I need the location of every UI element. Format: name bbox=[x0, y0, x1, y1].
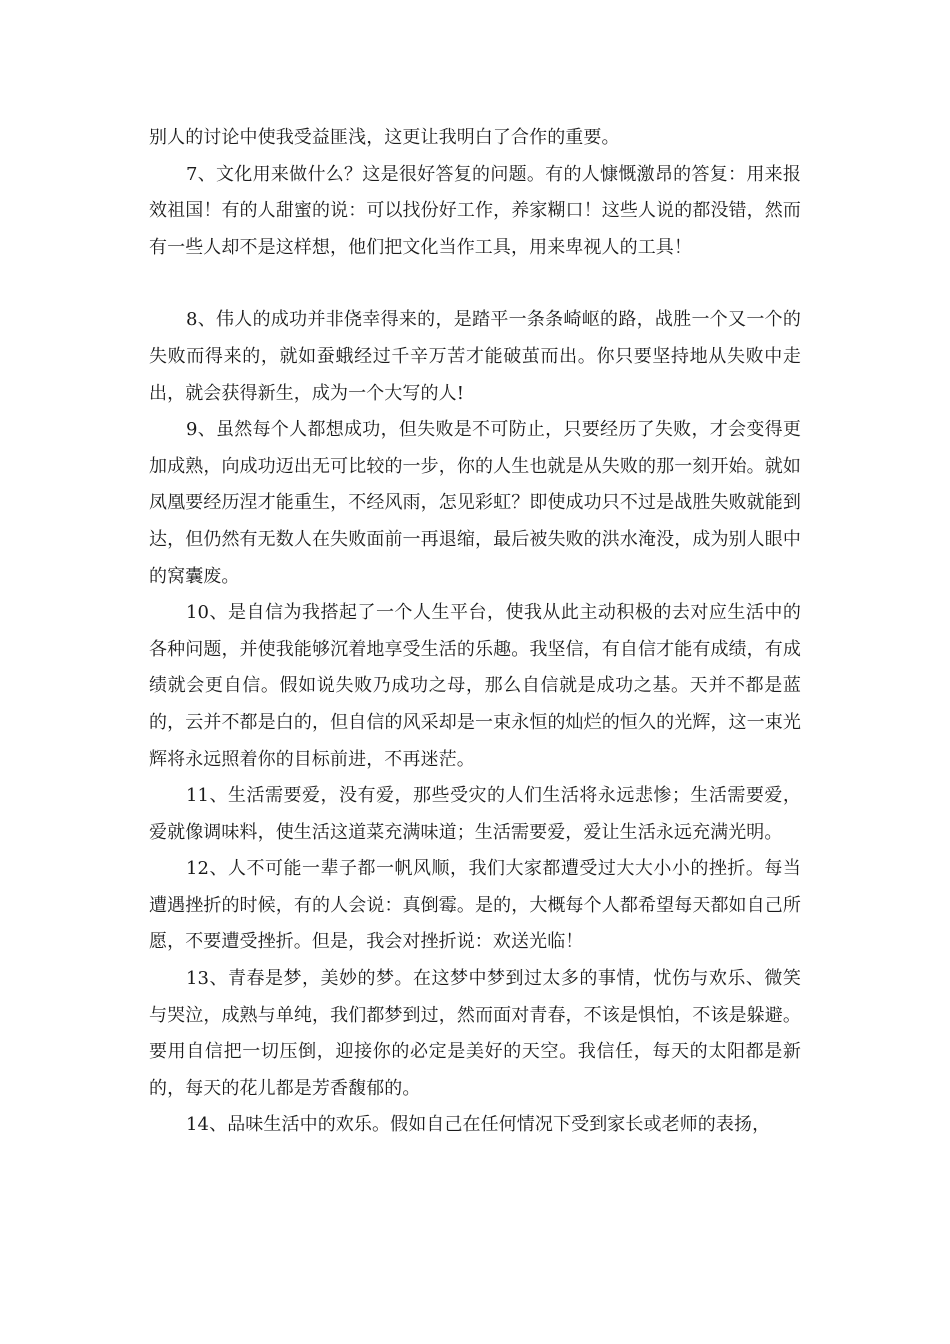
paragraph-continuation: 别人的讨论中使我受益匪浅，这更让我明白了合作的重要。 bbox=[149, 127, 620, 148]
paragraph-14: 14、品味生活中的欢乐。假如自己在任何情况下受到家长或老师的表扬， bbox=[186, 1114, 771, 1136]
paragraph-10: 10、是自信为我搭起了一个人生平台，使我从此主动积极的去对应生活中的各种问题，并使我能够沉着地享受生活的乐趣。我坚信，有自信才能有成绩，有成绩就会更自信。假如说失败乃成功之母，那么自信就是成功之基。天并不都是蓝的，云并不都是白的，但自信的风采却是一束永恒的灿烂的恒久的光辉，这一束光辉将永远照着你的目标前进，不再迷茫。 bbox=[149, 602, 801, 770]
paragraph-11: 11、生活需要爱，没有爱，那些受灾的人们生活将永远悲惨；生活需要爱，爱就像调味料，使生活这道菜充满味道；生活需要爱，爱让生活永远充满光明。 bbox=[149, 785, 801, 843]
paragraph-9: 9、虽然每个人都想成功，但失败是不可防止，只要经历了失败，才会变得更加成熟，向成功迈出无可比较的一步，你的人生也就是从失败的那一刻开始。就如凤凰要经历涅才能重生，不经风雨，怎见彩虹？即使成功只不过是战胜失败就能到达，但仍然有无数人在失败面前一再退缩，最后被失败的洪水淹没，成为别人眼中的窝囊废。 bbox=[149, 419, 801, 587]
paragraph-13: 13、青春是梦，美妙的梦。在这梦中梦到过太多的事情，忧伤与欢乐、微笑与哭泣，成熟与单纯，我们都梦到过，然而面对青春，不该是惧怕，不该是躲避。要用自信把一切压倒，迎接你的必定是美好的天空。我信任，每天的太阳都是新的，每天的花儿都是芳香馥郁的。 bbox=[149, 968, 801, 1099]
document-body bbox=[149, 120, 801, 1144]
paragraph-7: 7、文化用来做什么？这是很好答复的问题。有的人慷慨激昂的答复：用来报效祖国！有的人甜蜜的说：可以找份好工作，养家糊口！这些人说的都没错，然而有一些人却不是这样想，他们把文化当作工具，用来卑视人的工具！ bbox=[149, 163, 801, 258]
paragraph-8: 8、伟人的成功并非侥幸得来的，是踏平一条条崎岖的路，战胜一个又一个的失败而得来的，就如蚕蛾经过千辛万苦才能破茧而出。你只要坚持地从失败中走出，就会获得新生，成为一个大写的人! bbox=[149, 309, 801, 404]
paragraph-12: 12、人不可能一辈子都一帆风顺，我们大家都遭受过大大小小的挫折。每当遭遇挫折的时候，有的人会说：真倒霉。是的，大概每个人都希望每天都如自己所愿，不要遭受挫折。但是，我会对挫折说：欢送光临！ bbox=[149, 858, 801, 953]
paragraph-gap bbox=[149, 266, 801, 302]
